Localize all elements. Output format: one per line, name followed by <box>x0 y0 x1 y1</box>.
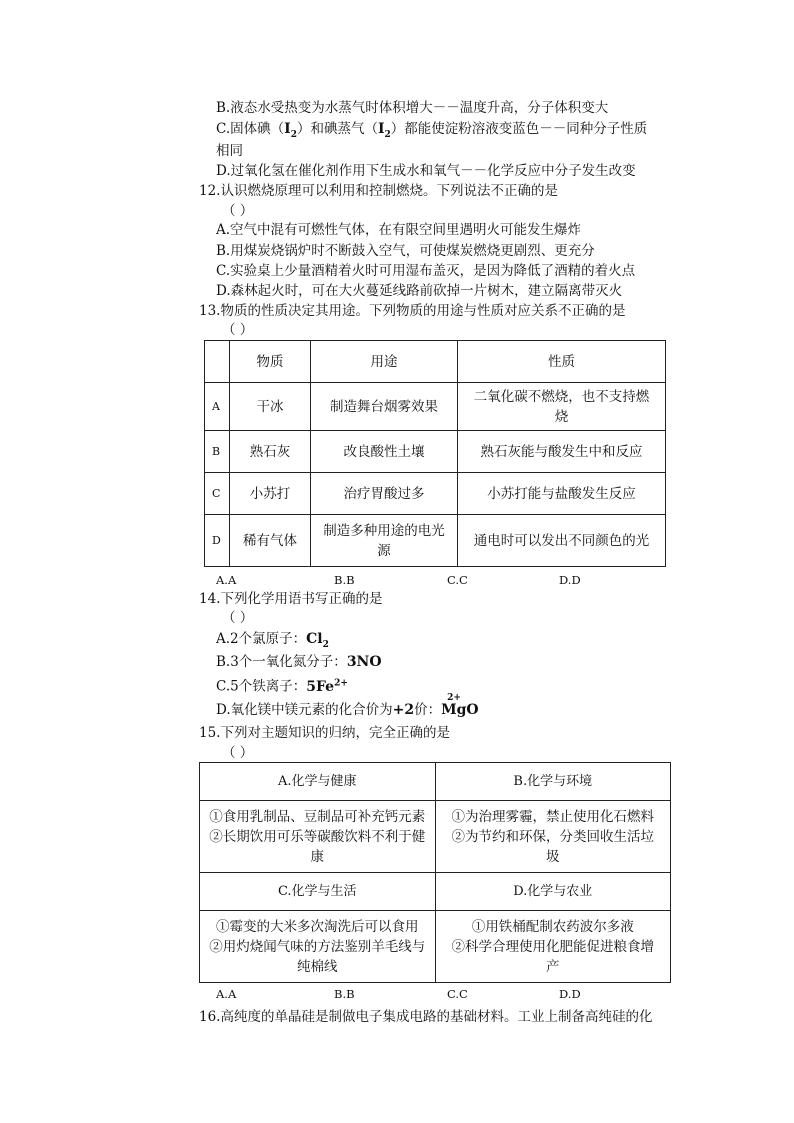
q13-use: 制造舞台烟雾效果 <box>311 383 458 431</box>
q14-answer-paren: （ ） <box>222 610 254 626</box>
q13-row-letter: B <box>205 431 230 473</box>
q15-cell-c-body: ①霉变的大米多次淘洗后可以食用 ②用灼烧闻气味的方法鉴别羊毛线与 纯棉线 <box>200 911 436 983</box>
q12-option-d: D.森林起火时，可在大火蔓延线路前砍掉一片树木，建立隔离带灭火 <box>216 283 623 299</box>
q11-option-b: B.液态水受热变为水蒸气时体积增大－－温度升高，分子体积变大 <box>216 100 609 116</box>
q14-option-a: A.2个氯原子：$Cl_2$ <box>216 631 329 650</box>
table-row <box>205 431 666 473</box>
q12-stem: 12.认识燃烧原理可以利用和控制燃烧。下列说法不正确的是 <box>199 183 558 199</box>
q15-answer-paren: （ ） <box>222 745 254 761</box>
q13-use: 制造多种用途的电光 源 <box>311 515 458 567</box>
table-row <box>200 911 671 983</box>
q16-stem: 16.高纯度的单晶硅是制做电子集成电路的基础材料。工业上制备高纯硅的化 <box>199 1009 653 1025</box>
q13-substance: 小苏打 <box>230 473 311 515</box>
q14-option-b: B.3个一氧化氮分子：3NO <box>216 654 382 670</box>
q13-choice-d: D.D <box>559 573 581 587</box>
q14-valence: +2 <box>392 702 415 718</box>
q11-option-d: D.过氧化氢在催化剂作用下生成水和氧气－－化学反应中分子发生改变 <box>216 163 636 179</box>
q15-choice-a: A.A <box>216 987 237 1001</box>
q13-stem: 13.物质的性质决定其用途。下列物质的用途与性质对应关系不正确的是 <box>199 303 626 319</box>
q15-cell-b-body: ①为治理雾霾，禁止使用化石燃料 ②为节约和环保，分类回收生活垃 圾 <box>435 801 671 873</box>
q15-table <box>199 762 671 983</box>
q15-cell-d-body: ①用铁桶配制农药波尔多液 ②科学合理使用化肥能促进粮食增 产 <box>435 911 671 983</box>
q13-header-use: 用途 <box>311 341 458 383</box>
q13-substance: 干冰 <box>230 383 311 431</box>
q12-answer-paren: （ ） <box>222 203 254 219</box>
table-row <box>200 801 671 873</box>
q13-table-header <box>205 341 666 383</box>
q13-choice-c: C.C <box>447 573 468 587</box>
q13-use: 治疗胃酸过多 <box>311 473 458 515</box>
q13-table <box>204 340 666 567</box>
q13-answer-paren: （ ） <box>222 322 254 338</box>
q15-cell-a-body: ①食用乳制品、豆制品可补充钙元素 ②长期饮用可乐等碳酸饮料不利于健 康 <box>200 801 436 873</box>
q15-choice-b: B.B <box>334 987 355 1001</box>
q13-property: 通电时可以发出不同颜色的光 <box>458 515 666 567</box>
q13-header-property: 性质 <box>458 341 666 383</box>
q14-option-d: D.氧化镁中镁元素的化合价为+2价： 2+ MgO <box>216 693 479 718</box>
table-row <box>200 873 671 911</box>
q13-choice-a: A.A <box>216 573 237 587</box>
q14-formula-b: 3NO <box>346 654 382 670</box>
q15-answer-choices <box>216 987 616 1003</box>
q13-row-letter: D <box>205 515 230 567</box>
table-row <box>200 763 671 801</box>
q13-row-letter: C <box>205 473 230 515</box>
q15-cell-d-title: D.化学与农业 <box>435 873 671 911</box>
q11-option-c-text: C.固体碘（ <box>216 121 285 137</box>
table-row <box>205 383 666 431</box>
q11-option-c-post: ）都能使淀粉溶液变蓝色－－同种分子性质 <box>390 121 648 137</box>
q13-property: 小苏打能与盐酸发生反应 <box>458 473 666 515</box>
q15-cell-a-title: A.化学与健康 <box>200 763 436 801</box>
q13-substance: 熟石灰 <box>230 431 311 473</box>
q15-cell-c-title: C.化学与生活 <box>200 873 436 911</box>
q13-choice-b: B.B <box>334 573 355 587</box>
table-row <box>205 473 666 515</box>
q11-option-c-mid: ）和碘蒸气（ <box>296 121 378 137</box>
q11-option-c <box>216 119 647 145</box>
q14-stem: 14.下列化学用语书写正确的是 <box>199 591 383 607</box>
q14-formula-d: 2+ MgO <box>441 693 479 718</box>
q15-choice-d: D.D <box>559 987 581 1001</box>
q12-option-c: C.实验桌上少量酒精着火时可用湿布盖灭，是因为降低了酒精的着火点 <box>216 263 636 279</box>
q13-substance: 稀有气体 <box>230 515 311 567</box>
q14-option-c: C.5个铁离子：$5Fe^{2+}$ <box>216 678 348 695</box>
q13-answer-choices <box>216 573 616 589</box>
q13-property: 熟石灰能与酸发生中和反应 <box>458 431 666 473</box>
q13-use: 改良酸性土壤 <box>311 431 458 473</box>
q13-row-letter: A <box>205 383 230 431</box>
q11-option-c-cont: 相同 <box>216 143 243 159</box>
q13-header-blank <box>205 341 230 383</box>
q15-stem: 15.下列对主题知识的归纳，完全正确的是 <box>199 725 450 741</box>
q13-header-substance: 物质 <box>230 341 311 383</box>
q11-iodine-formula-2: $I_2$ <box>377 121 391 140</box>
q12-option-a: A.空气中混有可燃性气体，在有限空间里遇明火可能发生爆炸 <box>216 222 582 238</box>
q14-formula-c: $5Fe^{2+}$ <box>306 678 348 695</box>
q15-choice-c: C.C <box>447 987 468 1001</box>
q11-iodine-formula-1: $I_2$ <box>284 121 297 140</box>
q12-option-b: B.用煤炭烧锅炉时不断鼓入空气，可使煤炭燃烧更剧烈、更充分 <box>216 243 595 259</box>
q14-formula-a: $Cl_2$ <box>306 631 329 650</box>
q15-cell-b-title: B.化学与环境 <box>435 763 671 801</box>
table-row <box>205 515 666 567</box>
q13-property: 二氧化碳不燃烧，也不支持燃 烧 <box>458 383 666 431</box>
